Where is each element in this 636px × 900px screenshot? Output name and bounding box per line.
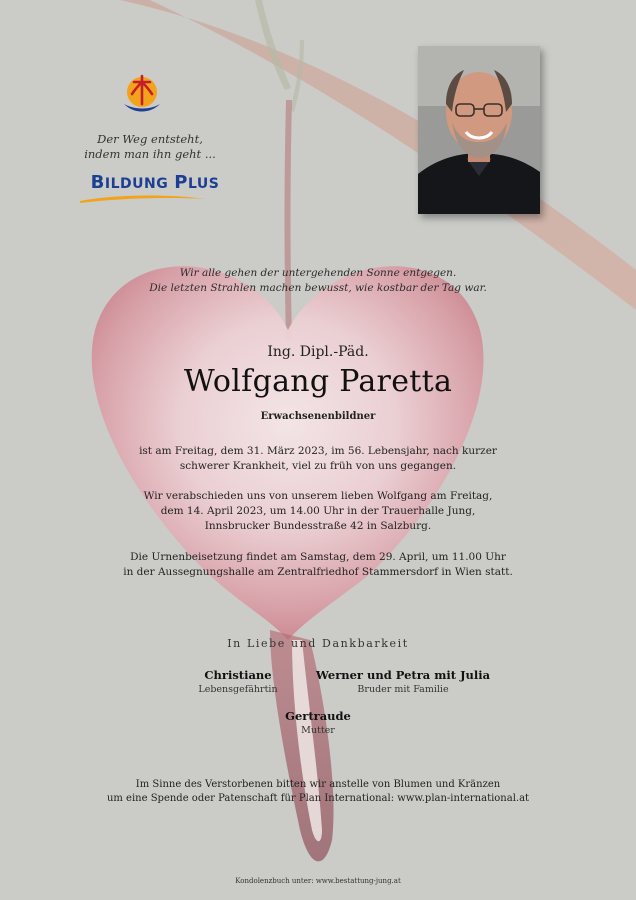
urn-line-2: in der Aussegnungshalle am Zentralfriedhof Stammersdorf in Wien statt. [123,566,513,578]
brand-letter-b: B [90,172,105,193]
mourner-name: Werner und Petra mit Julia [315,668,491,682]
farewell-line-2: dem 14. April 2023, um 14.00 Uhr in der Trauerhalle Jung, [160,505,476,517]
condolence-link[interactable]: Kondolenzbuch unter: www.bestattung-jung.at [235,877,401,885]
farewell-line-1: Wir verabschieden uns von unserem lieben Wolfgang am Freitag, [143,490,493,502]
portrait-photo [418,46,540,214]
mourner-name: Christiane [204,668,272,682]
mourner-relation: Bruder mit Familie [357,684,449,695]
brand-rest-2: LUS [187,176,220,192]
announcement-line-1: ist am Freitag, dem 31. März 2023, im 56. Lebensjahr, nach kurzer [139,445,497,457]
brand-wordmark [70,172,240,193]
quote-line-2: Die letzten Strahlen machen bewusst, wie kostbar der Tag war. [149,282,487,294]
brand-rest-1: ILDUNG [104,176,169,192]
deceased-title: Ing. Dipl.-Päd. [267,344,369,360]
bildungplus-logo-icon [118,70,166,118]
mourners-heading: In Liebe und Dankbarkeit [227,637,409,650]
mourner-relation: Lebensgefährtin [198,684,278,695]
mourner-name: Gertraude [285,709,351,723]
brand-swoosh-icon [78,192,208,204]
donation-line-1: Im Sinne des Verstorbenen bitten wir anstelle von Blumen und Kränzen [135,779,501,790]
farewell-line-3: Innsbrucker Bundesstraße 42 in Salzburg. [204,520,432,532]
mourner-relation: Mutter [301,725,335,736]
deceased-profession: Erwachsenenbildner [260,411,376,422]
logo-motto-line-1: Der Weg entsteht, [97,132,203,146]
portrait-photo-illustration [418,46,540,214]
urn-line-1: Die Urnenbeisetzung findet am Samstag, dem 29. April, um 11.00 Uhr [130,551,506,563]
brand-letter-p: P [174,172,188,193]
deceased-name: Wolfgang Paretta [183,364,453,399]
donation-line-2: um eine Spende oder Patenschaft für Plan International: www.plan-international.at [106,793,530,804]
announcement-line-2: schwerer Krankheit, viel zu früh von uns gegangen. [179,460,457,472]
quote-line-1: Wir alle gehen der untergehenden Sonne entgegen. [179,267,457,279]
logo-motto-line-2: indem man ihn geht ... [84,147,216,161]
